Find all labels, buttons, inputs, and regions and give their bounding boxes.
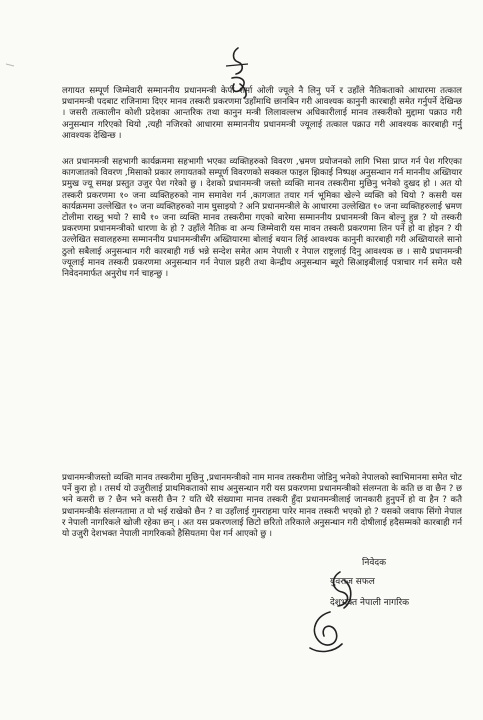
paragraph-2: अत प्रधानमन्त्री सहभागी कार्यक्रममा सहभागी भएका व्यक्तिहरुको विवरण ,भ्रमण प्रयोजनको लागि भिसा प्राप्त गर्न पेश गरिएका कागजातको विवरण ,मिसाको प्रकार लगायतको सम्पूर्ण विवरणको सक्कल फाइल झिकाई निष्पक्ष अनुसन्धान गर्न माननीय अख्तियार प्रमुख ज्यू समक्ष प्रस्तुत उजुर पेश गरेको छु । देशको प्रधानमन्त्री जस्तो व्यक्ति मानव तस्करीमा मुछिनु भनेको दुखद हो । अत यो तस्करी प्रकरणमा १० जना व्यक्तिहरुको नाम समावेश गर्न ,कागजात तयार गर्न भूमिका खेल्ने व्यक्ति को थियो ? कसरी यस कार्यक्रममा उल्लेखित १० जना व्यक्तिहरुको नाम घुसाइयो ? अनि प्रधानमन्त्रीले के आधारमा उल्लेखित १० जना व्यक्तिहरुलाई भ्रमण टोलीमा राख्नु भयो ? साथै १० जना व्यक्ति मानव तस्करीमा गएको बारेमा सम्माननीय प्रधानमन्त्री किन बोल्नु हुन्न ? यो तस्करी प्रकरणमा प्रधानमन्त्रीको धारणा के हो ? उहाँले नैतिक वा अन्य जिम्मेवारी यस मावन तस्करी प्रकरणमा लिन पर्ने हो वा होइन ? यी उल्लेखित सवालहरुमा सम्माननीय प्रधानमन्त्रीसँग अख्तियारमा बोलाई बयान लिई आवश्यक कानुनी कारबाही गरी अख्तियारले सानो ठुलो सबैलाई अनुसन्धान गरी कारबाही गर्छ भन्ने सन्देश समेत आम नेपाली र नेपाल राष्ट्रलाई दिनु आवश्यक छ । साथै प्रधानमन्त्री ज्यूलाई मानव तस्करी प्रकरणमा अनुसन्धान गर्न नेपाल प्रहरी तथा केन्द्रीय अनुसन्धान ब्यूरो सिआइबीलाई पत्राचार गर्न समेत यसै निवेदनमार्फत अनुरोध गर्न चाहन्छु । [62,157,462,280]
bottom-signature-icon [300,568,360,658]
applicant-designation: देशभक्त नेपाली नागरिक [330,598,410,608]
paragraph-1: लगायत सम्पूर्ण जिम्मेवारी सम्माननीय प्रधानमन्त्री केपी शर्मा ओली ज्यूले नै लिनु पर्ने र उहाँले नैतिकताको आधारमा तत्काल प्रधानमन्त्री पदबाट राजिनामा दिएर मानव तस्करी प्रकरणमा उहाँमाथि छानबिन गरी आवश्यक कानुनी कारबाही समेत गर्नुपर्ने देखिन्छ । जसरी तत्कालीन कोशी प्रदेशका आन्तरिक तथा कानुन मन्त्री लिलावल्लभ अधिकारीलाई मानव तस्करीको मुद्दामा पक्राउ गरी अनुसन्धान गरिएको थियो ,त्यही नजिरको आधारमा सम्माननीय प्रधानमन्त्री ज्यूलाई तत्काल पक्राउ गरी आवश्यक कारबाही गर्नु आवश्यक देखिन्छ । [62,86,462,141]
closing-label: निवेदक [362,558,387,568]
punch-hole-mark [0,0,40,80]
applicant-name: युवराज सफल [330,577,375,587]
paragraph-3: प्रधानमन्त्रीजस्तो व्यक्ति मानव तस्करीमा मुछिनु ,प्रधानमन्त्रीको नाम मानव तस्करीमा जोडिनु भनेको नेपालको स्वाभिमानमा समेत चोट पर्ने कुरा हो । तसर्थ यो उजुरीलाई प्राथमिकताको साथ अनुसन्धान गरी यस प्रकरणमा प्रधानमन्त्रीको संलग्नता के कति छ वा छैन ? छ भने कसरी छ ? छैन भने कसरी छैन ? यति धेरै संख्यामा मानव तस्करी हुँदा प्रधानमन्त्रीलाई जानकारी हुनुपर्ने हो वा हैन ? कतै प्रधानमन्त्रीकै संलग्नतामा त यो भई राखेको छैन ? वा उहाँलाई गुमराहमा पारेर मानव तस्करी भएको हो ? यसको जवाफ सिंगो नेपाल र नेपाली नागरिकले खोजी रहेका छन् । अत यस प्रकरणलाई छिटो छरितो तरिकाले अनुसन्धान गरी दोषीलाई हदैसम्मको कारबाही गर्न यो उजुरी देशभक्त नेपाली नागरिकको हैसियतमा पेश गर्न आएको छु । [62,473,462,540]
